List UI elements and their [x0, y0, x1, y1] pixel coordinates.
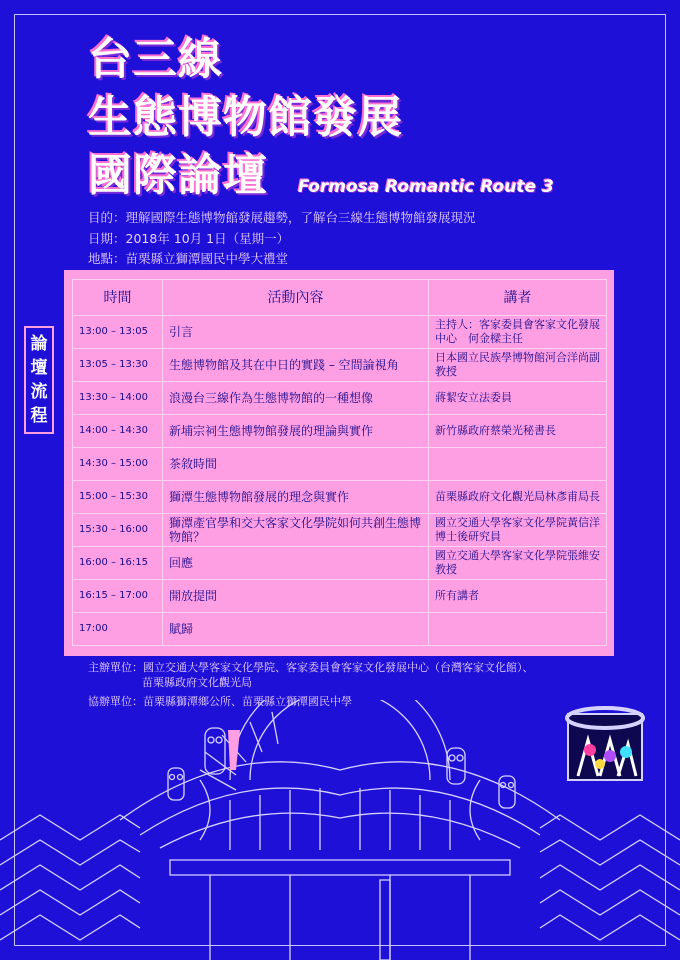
title-line-1: 台三線 [88, 34, 223, 85]
speaker-cell: 主持人：客家委員會客家文化發展中心 何金樑主任 [429, 316, 607, 349]
table-row [73, 514, 607, 547]
side-label-char: 流 [30, 382, 48, 402]
venue-text: 地點：苗栗縣立獅潭國民中學大禮堂 [88, 251, 289, 266]
time-cell: 13:30 – 14:00 [73, 382, 163, 415]
host-organizers-line2: 苗栗縣政府文化觀光局 [142, 676, 252, 689]
speaker-cell: 苗栗縣政府文化觀光局林彥甫局長 [429, 481, 607, 514]
speaker-cell [429, 448, 607, 481]
time-cell: 15:30 – 16:00 [73, 514, 163, 547]
time-cell: 14:00 – 14:30 [73, 415, 163, 448]
table-row [73, 481, 607, 514]
table-row [73, 415, 607, 448]
speaker-cell: 蔣絜安立法委員 [429, 382, 607, 415]
speaker-cell: 日本國立民族學博物館河合洋尚副教授 [429, 349, 607, 382]
header-activity: 活動內容 [163, 280, 429, 316]
activity-cell: 獅潭產官學和交大客家文化學院如何共創生態博物館？ [163, 514, 429, 547]
co-organizers: 協辦單位：苗栗縣獅潭鄉公所、苗栗縣立獅潭國民中學 [88, 695, 352, 708]
activity-cell: 浪漫台三線作為生態博物館的一種想像 [163, 382, 429, 415]
speaker-cell: 國立交通大學客家文化學院張維安教授 [429, 547, 607, 580]
activity-cell: 獅潭生態博物館發展的理念與實作 [163, 481, 429, 514]
purpose-text: 目的：理解國際生態博物館發展趨勢，了解台三線生態博物館發展現況 [88, 210, 476, 225]
speaker-cell: 新竹縣政府蔡榮光秘書長 [429, 415, 607, 448]
time-cell: 14:30 – 15:00 [73, 448, 163, 481]
date-text: 日期：2018年 10月 1日（星期一） [88, 231, 290, 246]
side-label-char: 程 [30, 406, 48, 426]
title-line-2: 生態博物館發展 [88, 92, 403, 143]
activity-cell: 茶敘時間 [163, 448, 429, 481]
time-cell: 13:00 – 13:05 [73, 316, 163, 349]
table-row [73, 316, 607, 349]
activity-cell: 生態博物館及其在中日的實踐 – 空間論視角 [163, 349, 429, 382]
speaker-cell: 國立交通大學客家文化學院黃信洋博士後研究員 [429, 514, 607, 547]
side-label-char: 論 [30, 334, 48, 354]
time-cell: 16:00 – 16:15 [73, 547, 163, 580]
host-organizers-line1: 主辦單位：國立交通大學客家文化學院、客家委員會客家文化發展中心（台灣客家文化館）、 [88, 661, 534, 674]
time-cell: 17:00 [73, 613, 163, 646]
english-subtitle: Formosa Romantic Route 3 [298, 177, 554, 197]
table-row [73, 382, 607, 415]
table-row [73, 547, 607, 580]
speaker-cell: 所有講者 [429, 580, 607, 613]
schedule-table-panel [64, 270, 614, 656]
side-label-char: 壇 [30, 358, 48, 378]
table-row [73, 349, 607, 382]
activity-cell: 引言 [163, 316, 429, 349]
temple-line-art [0, 700, 680, 960]
table-row [73, 580, 607, 613]
activity-cell: 回應 [163, 547, 429, 580]
time-cell: 15:00 – 15:30 [73, 481, 163, 514]
header-time: 時間 [73, 280, 163, 316]
table-row [73, 448, 607, 481]
schedule-table [72, 279, 607, 646]
header-speaker: 講者 [429, 280, 607, 316]
activity-cell: 開放提問 [163, 580, 429, 613]
time-cell: 13:05 – 13:30 [73, 349, 163, 382]
activity-cell: 賦歸 [163, 613, 429, 646]
activity-cell: 新埔宗祠生態博物館發展的理論與實作 [163, 415, 429, 448]
speaker-cell [429, 613, 607, 646]
table-header-row [73, 280, 607, 316]
time-cell: 16:15 – 17:00 [73, 580, 163, 613]
forum-schedule-label [24, 326, 54, 434]
table-row [73, 613, 607, 646]
title-line-3: 國際論壇 [88, 150, 268, 201]
